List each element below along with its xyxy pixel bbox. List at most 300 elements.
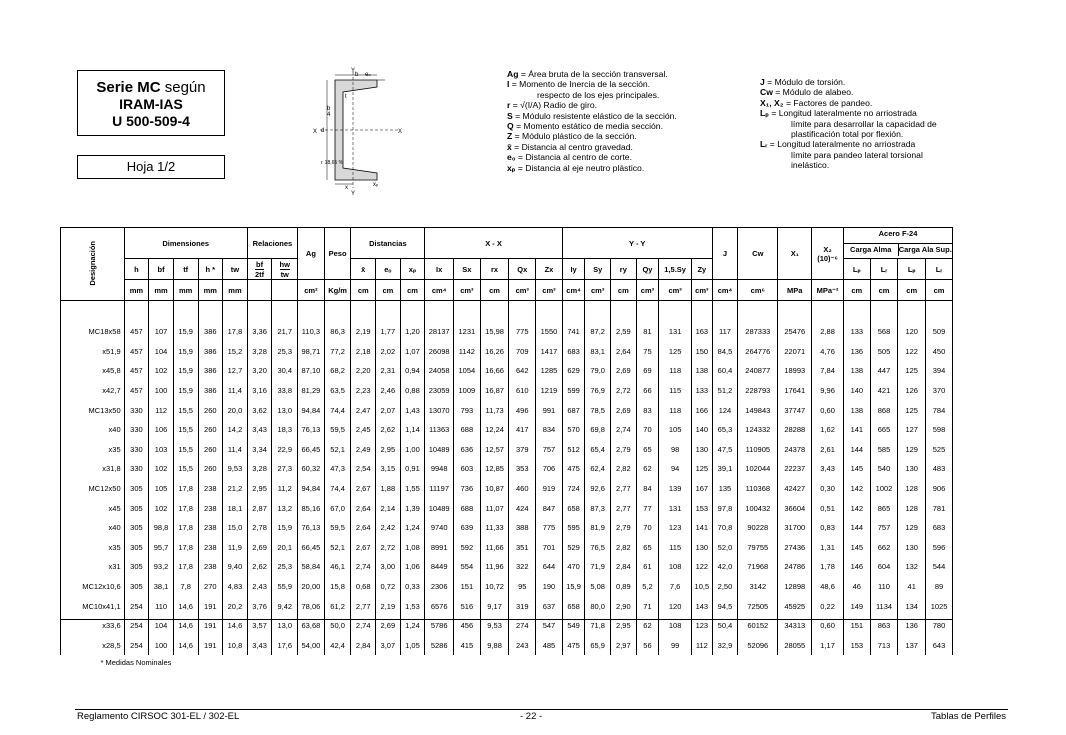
value-cell: 66 <box>636 381 659 401</box>
table-row <box>61 636 953 656</box>
table-row <box>61 459 953 479</box>
table-row <box>61 557 953 577</box>
value-cell: 6576 <box>425 596 454 616</box>
value-cell: 5786 <box>425 616 454 636</box>
value-cell: 260 <box>198 459 223 479</box>
unit-cell: cm <box>480 280 509 301</box>
value-cell: 604 <box>870 557 898 577</box>
value-cell: 1,07 <box>400 342 425 362</box>
value-cell: 85,16 <box>298 498 325 518</box>
value-cell: 131 <box>659 322 692 342</box>
value-cell: 305 <box>124 479 149 499</box>
value-cell: 65,3 <box>712 420 738 440</box>
value-cell: 15,5 <box>173 459 198 479</box>
value-cell: 0,60 <box>812 616 844 636</box>
value-cell: 145 <box>843 459 870 479</box>
value-cell: 2,49 <box>351 440 376 460</box>
value-cell: 71,8 <box>585 616 611 636</box>
value-cell: 12,7 <box>223 361 248 381</box>
value-cell: 10,5 <box>692 577 713 597</box>
value-cell: 10,8 <box>223 636 248 656</box>
value-cell: 78,5 <box>585 400 611 420</box>
value-cell: 3,16 <box>247 381 272 401</box>
value-cell: 475 <box>562 636 585 656</box>
value-cell: 9,53 <box>480 616 509 636</box>
unit-cell: cm⁶ <box>738 280 778 301</box>
value-cell: 153 <box>843 636 870 656</box>
value-cell: 2,82 <box>611 459 637 479</box>
table-row <box>61 381 953 401</box>
value-cell: 2,97 <box>611 636 637 656</box>
value-cell: 191 <box>198 636 223 656</box>
value-cell: 9,88 <box>480 636 509 656</box>
value-cell: 834 <box>536 420 563 440</box>
value-cell: 133 <box>692 381 713 401</box>
value-cell: 151 <box>454 577 481 597</box>
value-cell: 9,96 <box>812 381 844 401</box>
legend-left-entry: r = √(I/A) Radio de giro. <box>507 100 597 111</box>
value-cell: 2,84 <box>351 636 376 656</box>
footnote: * Medidas Nominales <box>100 657 172 667</box>
value-cell: 5286 <box>425 636 454 656</box>
value-cell: 529 <box>562 538 585 558</box>
value-cell: 7,8 <box>173 577 198 597</box>
value-cell: 11,33 <box>480 518 509 538</box>
value-cell: 58,84 <box>298 557 325 577</box>
value-cell: 1,77 <box>376 322 401 342</box>
value-cell: 260 <box>198 420 223 440</box>
value-cell: 61 <box>636 557 659 577</box>
value-cell: 115 <box>659 538 692 558</box>
unit-cell: MPa <box>778 280 812 301</box>
value-cell: 3,00 <box>376 557 401 577</box>
value-cell: 81,9 <box>585 518 611 538</box>
value-cell: 41 <box>898 577 926 597</box>
value-cell: 100 <box>149 636 174 656</box>
value-cell: 709 <box>509 342 536 362</box>
designation-cell: MC12x50 <box>61 479 125 499</box>
value-cell: 238 <box>198 498 223 518</box>
value-cell: 2,88 <box>812 322 844 342</box>
value-cell: 66,45 <box>298 538 325 558</box>
value-cell: 25476 <box>778 322 812 342</box>
value-cell: 95 <box>509 577 536 597</box>
value-cell: 11,66 <box>480 538 509 558</box>
value-cell: 16,87 <box>480 381 509 401</box>
value-cell: 110368 <box>738 479 778 499</box>
value-cell: 2,64 <box>611 342 637 362</box>
rel-hw-tw: $\frac{hw}{tw}$ <box>272 259 298 280</box>
value-cell: 2,64 <box>351 498 376 518</box>
value-cell: 554 <box>454 557 481 577</box>
value-cell: 11,4 <box>223 440 248 460</box>
designation-cell: x45 <box>61 498 125 518</box>
value-cell: 2,19 <box>351 322 376 342</box>
value-cell: 97,8 <box>712 498 738 518</box>
unit-cell: Kg/m <box>324 280 351 301</box>
value-cell: 18993 <box>778 361 812 381</box>
value-cell: 26098 <box>425 342 454 362</box>
subheader-row: h bf tf h * tw $\frac{bf}{2tf}$ $\frac{hw}{tw}$ x̄ eₒ xₚ Ix Sx rx Qx Zx Iy Sy ry Qy 1,5.Sy Zy Lₚ Lᵣ Lₚ Lᵣ <box>61 259 953 280</box>
value-cell: 991 <box>536 400 563 420</box>
value-cell: 2,43 <box>247 577 272 597</box>
unit-cell: cm³ <box>692 280 713 301</box>
designation-cell: MC13x50 <box>61 400 125 420</box>
value-cell: 0,94 <box>400 361 425 381</box>
value-cell: 141 <box>843 420 870 440</box>
value-cell: 71 <box>636 596 659 616</box>
value-cell: 757 <box>870 518 898 538</box>
value-cell: 264776 <box>738 342 778 362</box>
value-cell: 27436 <box>778 538 812 558</box>
value-cell: 10489 <box>425 498 454 518</box>
value-cell: 386 <box>198 381 223 401</box>
value-cell: 17,8 <box>223 322 248 342</box>
value-cell: 77,2 <box>324 342 351 362</box>
value-cell: 146 <box>843 557 870 577</box>
value-cell: 130 <box>898 459 926 479</box>
value-cell: 2,84 <box>611 557 637 577</box>
value-cell: 2,46 <box>376 381 401 401</box>
value-cell: 74,4 <box>324 400 351 420</box>
value-cell: 15,9 <box>173 381 198 401</box>
value-cell: 1,06 <box>400 557 425 577</box>
value-cell: 39,1 <box>712 459 738 479</box>
value-cell: 140 <box>692 420 713 440</box>
value-cell: 11363 <box>425 420 454 440</box>
value-cell: 741 <box>562 322 585 342</box>
value-cell: 2306 <box>425 577 454 597</box>
value-cell: 17,8 <box>173 557 198 577</box>
figure-label-t: t <box>345 94 347 100</box>
value-cell: 847 <box>536 498 563 518</box>
value-cell: 30,4 <box>272 361 298 381</box>
value-cell: 25,3 <box>272 342 298 362</box>
value-cell: 260 <box>198 400 223 420</box>
value-cell: 28137 <box>425 322 454 342</box>
value-cell: 2,67 <box>351 479 376 499</box>
value-cell: 370 <box>926 381 953 401</box>
unit-cell: cm⁴ <box>425 280 454 301</box>
value-cell: 512 <box>562 440 585 460</box>
value-cell: 52,0 <box>712 538 738 558</box>
legend-right-entry: Cw = Módulo de alabeo. <box>760 87 854 98</box>
designation-cell: x40 <box>61 420 125 440</box>
value-cell: 100 <box>149 381 174 401</box>
value-cell: 69 <box>636 361 659 381</box>
value-cell: 87,3 <box>585 498 611 518</box>
unit-cell: cm² <box>298 280 325 301</box>
value-cell: 130 <box>898 538 926 558</box>
value-cell: 639 <box>454 518 481 538</box>
value-cell: 2,90 <box>611 596 637 616</box>
value-cell: 24378 <box>778 440 812 460</box>
value-cell: 24058 <box>425 361 454 381</box>
value-cell: 9948 <box>425 459 454 479</box>
legend-right-entry: X₁, X₂ = Factores de pandeo. <box>760 97 873 108</box>
value-cell: 485 <box>536 636 563 656</box>
value-cell: 94,84 <box>298 400 325 420</box>
table-row <box>61 518 953 538</box>
unit-cell: cm³ <box>636 280 659 301</box>
value-cell: 1231 <box>454 322 481 342</box>
value-cell: 0,51 <box>812 498 844 518</box>
value-cell: 2,78 <box>247 518 272 538</box>
figure-label-eo: eo <box>365 72 371 78</box>
value-cell: 15,98 <box>480 322 509 342</box>
value-cell: 228793 <box>738 381 778 401</box>
value-cell: 94,84 <box>298 479 325 499</box>
value-cell: 99 <box>659 636 692 656</box>
relations-header: Relaciones <box>247 228 297 259</box>
value-cell: 139 <box>659 479 692 499</box>
value-cell: 1,39 <box>400 498 425 518</box>
value-cell: 74,4 <box>324 479 351 499</box>
value-cell: 145 <box>843 538 870 558</box>
value-cell: 505 <box>870 342 898 362</box>
value-cell: 254 <box>124 636 149 656</box>
value-cell: 2,02 <box>376 342 401 362</box>
value-cell: 3,20 <box>247 361 272 381</box>
value-cell: 132 <box>898 557 926 577</box>
value-cell: 151 <box>843 616 870 636</box>
x2-header: X₂ (10)⁻⁶ <box>812 228 844 280</box>
value-cell: 0,30 <box>812 479 844 499</box>
value-cell: 540 <box>870 459 898 479</box>
value-cell: 2,54 <box>351 459 376 479</box>
value-cell: 415 <box>454 636 481 656</box>
value-cell: 11197 <box>425 479 454 499</box>
value-cell: 89 <box>926 577 953 597</box>
value-cell: 27,3 <box>272 459 298 479</box>
value-cell: 642 <box>509 361 536 381</box>
unit-cell: mm <box>223 280 248 301</box>
table-row <box>61 538 953 558</box>
x1-header: X₁ <box>778 228 812 280</box>
value-cell: 115 <box>659 381 692 401</box>
distances-header: Distancias <box>351 228 425 259</box>
value-cell: 24786 <box>778 557 812 577</box>
unit-cell <box>247 280 272 301</box>
value-cell: 10489 <box>425 440 454 460</box>
table-row <box>61 342 953 362</box>
value-cell: 138 <box>692 361 713 381</box>
value-cell: 120 <box>898 322 926 342</box>
value-cell: 15,9 <box>272 518 298 538</box>
value-cell: 59,5 <box>324 420 351 440</box>
legend-right-entry: inelástico. <box>791 160 830 171</box>
value-cell: 10,87 <box>480 479 509 499</box>
value-cell: 166 <box>692 400 713 420</box>
value-cell: 0,83 <box>812 518 844 538</box>
value-cell: 2,72 <box>611 381 637 401</box>
value-cell: 1285 <box>536 361 563 381</box>
value-cell: 3,43 <box>812 459 844 479</box>
page-number: - 22 - <box>520 711 543 722</box>
value-cell: 11,07 <box>480 498 509 518</box>
value-cell: 330 <box>124 400 149 420</box>
value-cell: 4,83 <box>223 577 248 597</box>
value-cell: 643 <box>926 636 953 656</box>
value-cell: 243 <box>509 636 536 656</box>
value-cell: 110905 <box>738 440 778 460</box>
value-cell: 665 <box>870 420 898 440</box>
value-cell: 86,3 <box>324 322 351 342</box>
value-cell: 270 <box>198 577 223 597</box>
value-cell: 65,4 <box>585 440 611 460</box>
value-cell: 42427 <box>778 479 812 499</box>
value-cell: 69,8 <box>585 420 611 440</box>
value-cell: 124 <box>712 400 738 420</box>
value-cell: 757 <box>536 440 563 460</box>
value-cell: 149843 <box>738 400 778 420</box>
designation-cell: x51,9 <box>61 342 125 362</box>
value-cell: 457 <box>124 322 149 342</box>
value-cell: 138 <box>843 361 870 381</box>
unit-cell: cm³ <box>536 280 563 301</box>
figure-label-xp: xp <box>373 182 379 188</box>
value-cell: 456 <box>454 616 481 636</box>
value-cell: 106 <box>149 420 174 440</box>
value-cell: 126 <box>898 381 926 401</box>
value-cell: 102 <box>149 361 174 381</box>
value-cell: 65 <box>636 538 659 558</box>
value-cell: 1,14 <box>400 420 425 440</box>
channel-section-diagram <box>305 68 405 197</box>
value-cell: 1219 <box>536 381 563 401</box>
dimensions-header: Dimensiones <box>124 228 247 259</box>
value-cell: 2,79 <box>611 440 637 460</box>
cw-header: Cw <box>738 228 778 280</box>
value-cell: 60,32 <box>298 459 325 479</box>
unit-cell: MPa⁻² <box>812 280 844 301</box>
value-cell: 687 <box>562 400 585 420</box>
value-cell: 1,78 <box>812 557 844 577</box>
value-cell: 1,53 <box>400 596 425 616</box>
value-cell: 658 <box>562 596 585 616</box>
value-cell: 3,57 <box>247 616 272 636</box>
value-cell: 62 <box>636 616 659 636</box>
value-cell: 240877 <box>738 361 778 381</box>
value-cell: 149 <box>843 596 870 616</box>
value-cell: 144 <box>843 440 870 460</box>
value-cell: 330 <box>124 420 149 440</box>
value-cell: 92,6 <box>585 479 611 499</box>
value-cell: 1025 <box>926 596 953 616</box>
value-cell: 14,2 <box>223 420 248 440</box>
value-cell: 2,95 <box>376 440 401 460</box>
value-cell: 9,53 <box>223 459 248 479</box>
value-cell: 305 <box>124 577 149 597</box>
value-cell: 421 <box>870 381 898 401</box>
value-cell: 2,50 <box>712 577 738 597</box>
value-cell: 2,07 <box>376 400 401 420</box>
value-cell: 95,7 <box>149 538 174 558</box>
designation-cell: x31 <box>61 557 125 577</box>
value-cell: 322 <box>509 557 536 577</box>
value-cell: 9,40 <box>223 557 248 577</box>
value-cell: 2,20 <box>351 361 376 381</box>
value-cell: 863 <box>870 616 898 636</box>
value-cell: 76,13 <box>298 518 325 538</box>
value-cell: 37747 <box>778 400 812 420</box>
properties-table <box>60 227 953 669</box>
designation-cell: MC18x58 <box>61 322 125 342</box>
value-cell: 353 <box>509 459 536 479</box>
designation-cell: x28,5 <box>61 636 125 656</box>
value-cell: 28055 <box>778 636 812 656</box>
value-cell: 51,2 <box>712 381 738 401</box>
value-cell: 1,88 <box>376 479 401 499</box>
unit-cell: cm⁴ <box>712 280 738 301</box>
value-cell: 330 <box>124 440 149 460</box>
standard-code: U 500-509-4 <box>112 113 190 129</box>
value-cell: 125 <box>659 342 692 362</box>
unit-cell: cm⁴ <box>562 280 585 301</box>
value-cell: 22071 <box>778 342 812 362</box>
value-cell: 1,00 <box>400 440 425 460</box>
value-cell: 102 <box>149 459 174 479</box>
value-cell: 0,91 <box>400 459 425 479</box>
value-cell: 62 <box>636 459 659 479</box>
legend-right <box>760 77 970 171</box>
value-cell: 100432 <box>738 498 778 518</box>
value-cell: 70,8 <box>712 518 738 538</box>
value-cell: 167 <box>692 479 713 499</box>
value-cell: 4,76 <box>812 342 844 362</box>
value-cell: 2,64 <box>351 518 376 538</box>
table-row <box>61 400 953 420</box>
value-cell: 50,0 <box>324 616 351 636</box>
weight-header: Peso <box>324 228 351 280</box>
legend-left-entry: e₀ = Distancia al centro de corte. <box>507 152 632 163</box>
value-cell: 3,15 <box>376 459 401 479</box>
value-cell: 713 <box>870 636 898 656</box>
value-cell: 457 <box>124 381 149 401</box>
table-row <box>61 420 953 440</box>
value-cell: 36604 <box>778 498 812 518</box>
value-cell: 15,9 <box>173 361 198 381</box>
value-cell: 2,87 <box>247 498 272 518</box>
value-cell: 61,2 <box>324 596 351 616</box>
table-row <box>61 440 953 460</box>
value-cell: 55,9 <box>272 577 298 597</box>
value-cell: 706 <box>536 459 563 479</box>
value-cell: 736 <box>454 479 481 499</box>
designation-header: Designación <box>61 228 125 301</box>
value-cell: 450 <box>926 342 953 362</box>
value-cell: 46,1 <box>324 557 351 577</box>
units-row <box>61 280 953 301</box>
legend-left-entry: S = Módulo resistente elástico de la sección. <box>507 110 677 121</box>
value-cell: 3,76 <box>247 596 272 616</box>
value-cell: 15,9 <box>173 322 198 342</box>
value-cell: 2,77 <box>611 479 637 499</box>
value-cell: 122 <box>898 342 926 362</box>
figure-label-y-bottom: Y <box>351 191 356 197</box>
value-cell: 525 <box>926 440 953 460</box>
legend-left <box>507 69 737 173</box>
value-cell: 78,06 <box>298 596 325 616</box>
value-cell: 0,60 <box>812 400 844 420</box>
value-cell: 34313 <box>778 616 812 636</box>
value-cell: 0,72 <box>376 577 401 597</box>
value-cell: 3,28 <box>247 459 272 479</box>
value-cell: 32,9 <box>712 636 738 656</box>
value-cell: 28288 <box>778 420 812 440</box>
value-cell: 62,4 <box>585 459 611 479</box>
value-cell: 102 <box>149 498 174 518</box>
